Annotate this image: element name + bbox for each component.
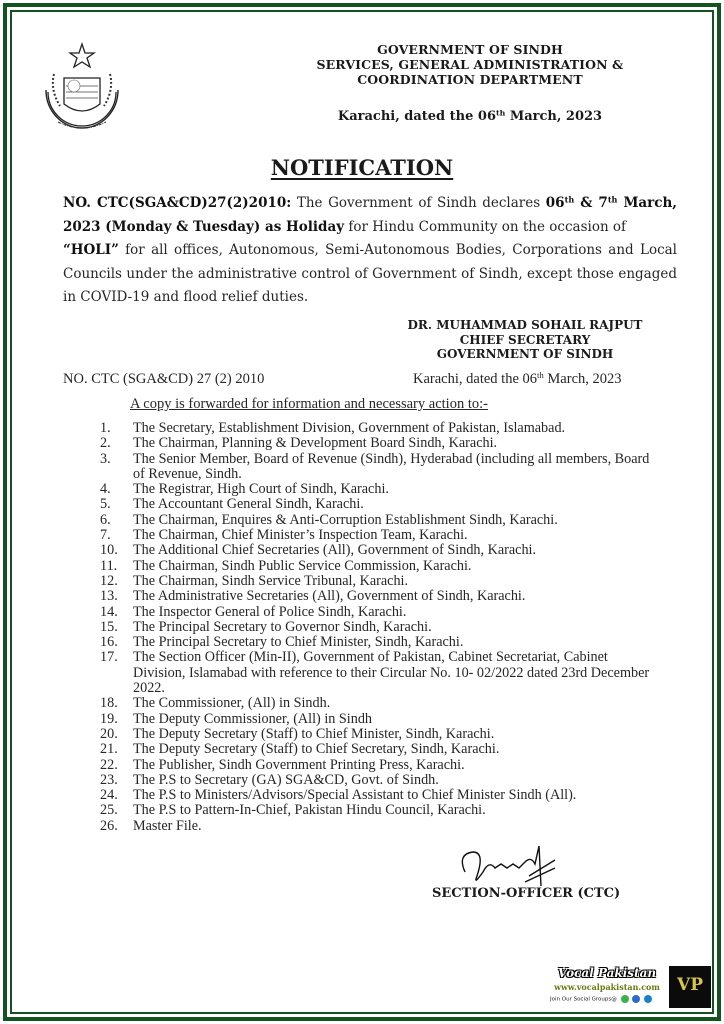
signatory-name: DR. MUHAMMAD SOHAIL RAJPUT: [407, 318, 643, 332]
distribution-item-number: 22.: [100, 756, 118, 773]
distribution-item-text: The Chairman, Planning & Development Board Sindh, Karachi.: [133, 435, 498, 452]
distribution-item: [100, 497, 660, 512]
distribution-item-number: 6.: [100, 511, 111, 528]
distribution-item-text: The Administrative Secretaries (All), Government of Sindh, Karachi.: [133, 588, 526, 605]
distribution-item-number: 3.: [100, 450, 111, 467]
watermark-title: Vocal Pakistan: [557, 966, 657, 980]
distribution-item: [100, 788, 660, 803]
distribution-item-text: The Chairman, Sindh Public Service Commission, Karachi.: [133, 557, 472, 574]
facebook-icon[interactable]: [632, 995, 640, 1003]
distribution-item-text: The Commissioner, (All) in Sindh.: [133, 695, 331, 712]
distribution-item-number: 12.: [100, 572, 118, 589]
letterhead-line-1: GOVERNMENT OF SINDH: [377, 42, 563, 57]
distribution-item: [100, 712, 660, 727]
distribution-item-text: The Inspector General of Police Sindh, Karachi.: [133, 603, 407, 620]
distribution-item: [100, 543, 660, 558]
distribution-item-number: 21.: [100, 741, 118, 758]
distribution-item: [100, 635, 660, 650]
reference-date: Karachi, dated the 06th March, 2023: [413, 370, 622, 387]
distribution-item: [100, 742, 660, 757]
section-officer-signature: SECTION-OFFICER (CTC): [432, 886, 621, 901]
linkedin-icon[interactable]: [644, 995, 652, 1003]
distribution-item-number: 4.: [100, 481, 111, 498]
signatory-designation: CHIEF SECRETARY: [459, 332, 591, 347]
distribution-item: [100, 528, 660, 543]
holiday-dates: 06th & 7th March, 2023 (Monday & Tuesday) as Holiday: [63, 194, 677, 235]
distribution-item-text: The Publisher, Sindh Government Printing Press, Karachi.: [133, 756, 465, 773]
sindh-government-emblem-icon: [40, 42, 124, 138]
letterhead-date: Karachi, dated the 06th March, 2023: [337, 108, 603, 124]
distribution-item-number: 26.: [100, 817, 118, 834]
distribution-item: [100, 727, 660, 742]
reference-line: [63, 371, 683, 388]
distribution-item-text: The Accountant General Sindh, Karachi.: [133, 496, 364, 513]
distribution-item-text: The Deputy Commissioner, (All) in Sindh: [133, 710, 373, 727]
signatory-block: [400, 318, 650, 362]
distribution-item-text: The P.S to Ministers/Advisors/Special Assistant to Chief Minister Sindh (All).: [133, 787, 577, 804]
distribution-item: [100, 696, 660, 711]
distribution-item-text: The Secretary, Establishment Division, Government of Pakistan, Islamabad.: [133, 420, 566, 436]
distribution-item-text: The Section Officer (Min-II), Government of Pakistan, Cabinet Secretariat, Cabinet Division, Islamabad with reference to their Circular No. 10- 02/2022 dated 23rd December 2022.: [133, 649, 650, 697]
distribution-item-number: 20.: [100, 725, 118, 742]
distribution-item-number: 14.: [100, 603, 118, 620]
distribution-item-text: The Principal Secretary to Governor Sindh, Karachi.: [133, 618, 432, 635]
signatory-office: GOVERNMENT OF SINDH: [436, 347, 614, 361]
distribution-item-number: 5.: [100, 496, 111, 513]
distribution-list: [100, 421, 660, 834]
distribution-item-text: The Deputy Secretary (Staff) to Chief Minister, Sindh, Karachi.: [133, 725, 495, 742]
distribution-item-number: 11.: [100, 557, 118, 574]
vocal-pakistan-logo: VP: [669, 966, 711, 1008]
distribution-item-number: 25.: [100, 802, 118, 819]
distribution-item: [100, 559, 660, 574]
distribution-item-number: 2.: [100, 435, 111, 452]
notification-title: NOTIFICATION: [270, 155, 454, 180]
distribution-item-number: 13.: [100, 588, 118, 605]
distribution-item-number: 7.: [100, 527, 111, 544]
distribution-item-text: The Principal Secretary to Chief Minister, Sindh, Karachi.: [133, 634, 464, 651]
distribution-item: [100, 513, 660, 528]
distribution-item: [100, 482, 660, 497]
distribution-item: [100, 819, 660, 834]
watermark-url[interactable]: www.vocalpakistan.com: [554, 982, 660, 992]
holi-label: “HOLI”: [63, 242, 119, 258]
distribution-item: [100, 803, 660, 818]
distribution-item-number: 17.: [100, 649, 118, 666]
distribution-item: [100, 589, 660, 604]
notification-body: NO. CTC(SGA&CD)27(2)2010: The Government of Sindh declares 06th & 7th March, 2023 (Monday & Tuesday) as Holiday for Hindu Community on the occasion of “HOLI” for all offices, Autonomous, Semi-Autonomous Bodies, Corporations and Local Councils under the administrative control of Government of Sindh, except those engaged in COVID-19 and flood relief duties.: [63, 194, 677, 305]
distribution-item-number: 19.: [100, 710, 118, 727]
copy-forwarded-heading: A copy is forwarded for information and necessary action to:-: [130, 396, 488, 412]
distribution-item-number: 1.: [100, 420, 111, 436]
letterhead-line-2: SERVICES, GENERAL ADMINISTRATION &: [316, 57, 624, 72]
distribution-item-text: The P.S to Pattern-In-Chief, Pakistan Hindu Council, Karachi.: [133, 802, 486, 819]
distribution-item: [100, 574, 660, 589]
distribution-item-number: 18.: [100, 695, 118, 712]
distribution-item: [100, 650, 660, 696]
distribution-item: [100, 421, 660, 436]
distribution-item-text: Master File.: [133, 817, 202, 834]
distribution-item-number: 24.: [100, 787, 118, 804]
distribution-item: [100, 773, 660, 788]
letterhead-line-3: COORDINATION DEPARTMENT: [357, 72, 583, 87]
distribution-item-number: 15.: [100, 618, 118, 635]
whatsapp-icon[interactable]: [621, 995, 629, 1003]
distribution-item-number: 10.: [100, 542, 118, 559]
reference-number: NO. CTC (SGA&CD) 27 (2) 2010: [63, 371, 265, 387]
distribution-item-text: The Additional Chief Secretaries (All), Government of Sindh, Karachi.: [133, 542, 537, 559]
distribution-item: [100, 620, 660, 635]
watermark-join: Join Our Social Groups@: [550, 995, 652, 1003]
distribution-item: [100, 452, 660, 483]
letterhead: [300, 42, 640, 87]
distribution-item-text: The Chairman, Enquires & Anti-Corruption Establishment Sindh, Karachi.: [133, 511, 558, 528]
distribution-item-text: The P.S to Secretary (GA) SGA&CD, Govt. of Sindh.: [133, 771, 439, 788]
distribution-item: [100, 436, 660, 451]
distribution-item-text: The Senior Member, Board of Revenue (Sindh), Hyderabad (including all members, Board of Revenue, Sindh.: [133, 450, 650, 482]
distribution-item-number: 23.: [100, 771, 118, 788]
distribution-item-text: The Chairman, Chief Minister’s Inspection Team, Karachi.: [133, 527, 468, 544]
distribution-item-text: The Registrar, High Court of Sindh, Karachi.: [133, 481, 389, 498]
distribution-item: [100, 758, 660, 773]
notification-ref: NO. CTC(SGA&CD)27(2)2010:: [63, 195, 292, 211]
distribution-item-number: 16.: [100, 634, 118, 651]
distribution-item: [100, 605, 660, 620]
vocal-pakistan-watermark[interactable]: [548, 966, 712, 1014]
distribution-item-text: The Deputy Secretary (Staff) to Chief Secretary, Sindh, Karachi.: [133, 741, 500, 758]
distribution-item-text: The Chairman, Sindh Service Tribunal, Karachi.: [133, 572, 409, 589]
